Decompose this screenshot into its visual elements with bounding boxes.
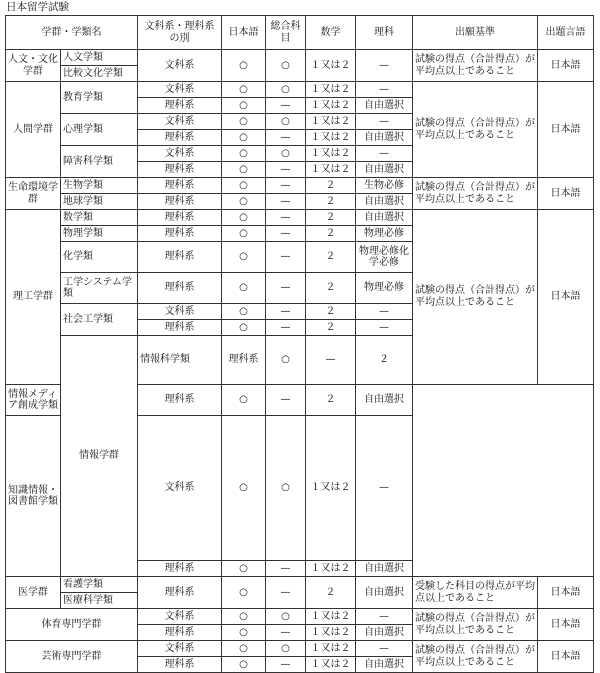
- track-cell: 文科系: [138, 609, 222, 625]
- science-cell: 自由選択: [356, 561, 413, 577]
- program-cell: 数学類: [61, 210, 138, 226]
- japanese-cell: ○: [266, 336, 306, 385]
- track-cell: 理科系: [138, 98, 222, 114]
- general-cell: ○: [266, 82, 306, 98]
- japanese-cell: ○: [222, 416, 266, 561]
- track-cell: 理科系: [138, 178, 222, 194]
- program-cell: 生物学類: [61, 178, 138, 194]
- program-cell: 障害科学類: [61, 146, 138, 178]
- header-track: 文科系・理科系の別: [138, 16, 222, 50]
- math-cell: ２: [356, 336, 413, 385]
- general-cell: —: [266, 657, 306, 673]
- math-cell: １又は２: [306, 50, 356, 82]
- table-row: [6, 50, 594, 66]
- math-cell: １又は２: [306, 657, 356, 673]
- general-cell: ○: [266, 50, 306, 82]
- science-cell: —: [356, 146, 413, 162]
- track-cell: 文科系: [138, 82, 222, 98]
- exam-requirements-table: [5, 15, 594, 673]
- japanese-cell: ○: [222, 82, 266, 98]
- math-cell: ２: [306, 385, 356, 416]
- language-cell: 日本語: [538, 210, 594, 385]
- table-row: [6, 577, 594, 593]
- general-cell: —: [266, 178, 306, 194]
- math-cell: １又は２: [306, 130, 356, 146]
- math-cell: １又は２: [306, 416, 356, 561]
- header-criteria: 出願基準: [413, 16, 538, 50]
- japanese-cell: ○: [222, 194, 266, 210]
- japanese-cell: ○: [222, 609, 266, 625]
- program-cell: 知識情報・図書館学類: [6, 416, 61, 577]
- table-row: [6, 609, 594, 625]
- japanese-cell: ○: [222, 226, 266, 242]
- group-cell: 体育専門学群: [6, 609, 138, 641]
- language-cell: 日本語: [538, 641, 594, 673]
- science-cell: 物理必修: [356, 226, 413, 242]
- general-cell: —: [266, 162, 306, 178]
- program-cell: 情報メディア創成学類: [6, 385, 61, 416]
- track-cell: 文科系: [138, 114, 222, 130]
- science-cell: 自由選択: [356, 625, 413, 641]
- group-cell: 情報学群: [61, 336, 138, 577]
- header-japanese: 日本語: [222, 16, 266, 50]
- track-cell: 理科系: [222, 336, 266, 385]
- language-cell: 日本語: [538, 609, 594, 641]
- criteria-cell: 受験した科目の得点が平均点以上であること: [413, 577, 538, 609]
- header-math: 数学: [306, 16, 356, 50]
- math-cell: １又は２: [306, 162, 356, 178]
- header-language: 出題言語: [538, 16, 594, 50]
- track-cell: 文科系: [138, 146, 222, 162]
- science-cell: 自由選択: [356, 385, 413, 416]
- math-cell: ２: [306, 242, 356, 273]
- general-cell: —: [266, 226, 306, 242]
- track-cell: 理科系: [138, 130, 222, 146]
- program-cell: 医療科学類: [61, 593, 138, 609]
- table-row: [6, 210, 594, 226]
- math-cell: １又は２: [306, 625, 356, 641]
- general-cell: —: [266, 273, 306, 304]
- general-cell: ○: [266, 641, 306, 657]
- language-cell: 日本語: [538, 50, 594, 82]
- math-cell: ２: [306, 178, 356, 194]
- general-cell: —: [266, 577, 306, 609]
- program-cell: 看護学類: [61, 577, 138, 593]
- track-cell: 理科系: [138, 226, 222, 242]
- science-cell: 自由選択: [356, 194, 413, 210]
- track-cell: 文科系: [138, 416, 222, 561]
- math-cell: ２: [306, 194, 356, 210]
- group-cell: 人間学群: [6, 82, 61, 178]
- japanese-cell: ○: [222, 242, 266, 273]
- program-cell: 工学システム学類: [61, 273, 138, 304]
- general-cell: —: [266, 304, 306, 320]
- japanese-cell: ○: [222, 641, 266, 657]
- criteria-cell: 試験の得点（合計得点）が平均点以上であること: [413, 50, 538, 82]
- general-cell: —: [266, 320, 306, 336]
- japanese-cell: ○: [222, 385, 266, 416]
- math-cell: １又は２: [306, 146, 356, 162]
- general-cell: ○: [266, 146, 306, 162]
- japanese-cell: ○: [222, 146, 266, 162]
- math-cell: １又は２: [306, 98, 356, 114]
- math-cell: ２: [306, 304, 356, 320]
- science-cell: 生物必修: [356, 178, 413, 194]
- group-cell: 理工学群: [6, 210, 61, 385]
- science-cell: 自由選択: [356, 577, 413, 609]
- criteria-cell: 試験の得点（合計得点）が平均点以上であること: [413, 641, 538, 673]
- general-cell: ○: [266, 609, 306, 625]
- science-cell: 自由選択: [356, 657, 413, 673]
- track-cell: 理科系: [138, 577, 222, 609]
- science-cell: 自由選択: [356, 98, 413, 114]
- track-cell: 文科系: [138, 304, 222, 320]
- program-cell: 地球学類: [61, 194, 138, 210]
- program-cell: 情報科学類: [138, 336, 222, 385]
- table-row: [6, 82, 594, 98]
- general-cell: ○: [266, 416, 306, 561]
- track-cell: 理科系: [138, 625, 222, 641]
- japanese-cell: ○: [222, 130, 266, 146]
- language-cell: 日本語: [538, 178, 594, 210]
- group-cell: 生命環境学群: [6, 178, 61, 210]
- track-cell: 理科系: [138, 162, 222, 178]
- header-group: 学群・学類名: [6, 16, 138, 50]
- track-cell: 理科系: [138, 210, 222, 226]
- science-cell: —: [356, 82, 413, 98]
- math-cell: １又は２: [306, 609, 356, 625]
- japanese-cell: ○: [222, 561, 266, 577]
- general-cell: ○: [266, 114, 306, 130]
- math-cell: ２: [306, 320, 356, 336]
- track-cell: 理科系: [138, 320, 222, 336]
- group-cell: 医学群: [6, 577, 61, 609]
- criteria-cell: 試験の得点（合計得点）が平均点以上であること: [413, 609, 538, 641]
- program-cell: 化学類: [61, 242, 138, 273]
- criteria-cell: 試験の得点（合計得点）が平均点以上であること: [413, 210, 538, 385]
- japanese-cell: ○: [222, 577, 266, 609]
- science-cell: 自由選択: [356, 162, 413, 178]
- program-cell: 教育学類: [61, 82, 138, 114]
- track-cell: 理科系: [138, 273, 222, 304]
- math-cell: １又は２: [306, 561, 356, 577]
- track-cell: 理科系: [138, 194, 222, 210]
- japanese-cell: ○: [222, 114, 266, 130]
- header-general: 総合科目: [266, 16, 306, 50]
- header-row: [6, 16, 594, 50]
- track-cell: 文科系: [138, 641, 222, 657]
- science-cell: —: [356, 609, 413, 625]
- math-cell: ２: [306, 226, 356, 242]
- japanese-cell: ○: [222, 304, 266, 320]
- japanese-cell: ○: [222, 98, 266, 114]
- document-title: 日本留学試験: [6, 1, 69, 13]
- japanese-cell: ○: [222, 210, 266, 226]
- science-cell: —: [356, 320, 413, 336]
- language-cell: 日本語: [538, 82, 594, 178]
- math-cell: １又は２: [306, 82, 356, 98]
- math-cell: ２: [306, 273, 356, 304]
- program-cell: 人文学類: [61, 50, 138, 66]
- criteria-cell: 試験の得点（合計得点）が平均点以上であること: [413, 178, 538, 210]
- science-cell: —: [356, 304, 413, 320]
- table-row: [6, 178, 594, 194]
- general-cell: —: [266, 194, 306, 210]
- japanese-cell: ○: [222, 162, 266, 178]
- science-cell: 自由選択: [356, 210, 413, 226]
- science-cell: 物理必修: [356, 273, 413, 304]
- math-cell: １又は２: [306, 641, 356, 657]
- criteria-cell: 試験の得点（合計得点）が平均点以上であること: [413, 82, 538, 178]
- math-cell: ２: [306, 210, 356, 226]
- japanese-cell: ○: [222, 50, 266, 82]
- general-cell: —: [266, 561, 306, 577]
- japanese-cell: ○: [222, 178, 266, 194]
- general-cell: —: [266, 130, 306, 146]
- program-cell: 社会工学類: [61, 304, 138, 336]
- program-cell: 心理学類: [61, 114, 138, 146]
- general-cell: —: [266, 242, 306, 273]
- language-cell: 日本語: [538, 577, 594, 609]
- science-cell: —: [356, 641, 413, 657]
- track-cell: 理科系: [138, 657, 222, 673]
- science-cell: —: [356, 114, 413, 130]
- math-cell: １又は２: [306, 114, 356, 130]
- science-cell: —: [356, 416, 413, 561]
- general-cell: —: [266, 625, 306, 641]
- group-cell: 人文・文化学群: [6, 50, 61, 82]
- general-cell: —: [266, 210, 306, 226]
- science-cell: 自由選択: [356, 130, 413, 146]
- science-cell: 物理必修化学必修: [356, 242, 413, 273]
- header-science: 理科: [356, 16, 413, 50]
- program-cell: 物理学類: [61, 226, 138, 242]
- general-cell: —: [306, 336, 356, 385]
- track-cell: 理科系: [138, 242, 222, 273]
- general-cell: —: [266, 385, 306, 416]
- japanese-cell: ○: [222, 320, 266, 336]
- group-cell: 芸術専門学群: [6, 641, 138, 673]
- japanese-cell: ○: [222, 273, 266, 304]
- track-cell: 文科系: [138, 50, 222, 82]
- science-cell: —: [356, 50, 413, 82]
- table-row: [6, 641, 594, 657]
- track-cell: 理科系: [138, 561, 222, 577]
- general-cell: —: [266, 98, 306, 114]
- japanese-cell: ○: [222, 657, 266, 673]
- japanese-cell: ○: [222, 625, 266, 641]
- math-cell: ２: [306, 577, 356, 609]
- program-cell: 比較文化学類: [61, 66, 138, 82]
- track-cell: 理科系: [138, 385, 222, 416]
